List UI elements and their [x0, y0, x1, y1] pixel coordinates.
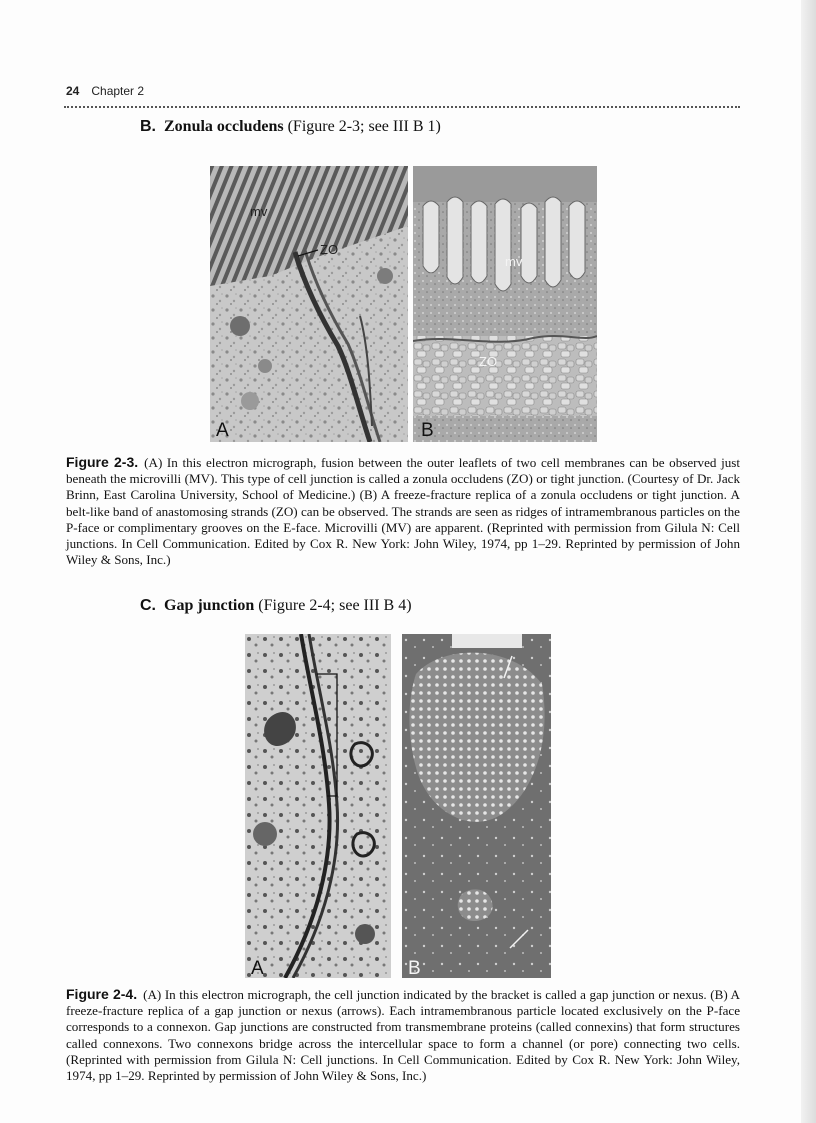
- figure-2-3-panel-a: [210, 166, 408, 442]
- figure-2-3-caption-label: Figure 2-3.: [66, 454, 139, 470]
- header-rule: [64, 106, 740, 108]
- scan-edge-shadow: [801, 0, 816, 1123]
- page-number: 24: [66, 84, 80, 98]
- figure-2-4-panel-a-label: A: [251, 958, 264, 978]
- section-b-letter: B.: [140, 118, 156, 135]
- figure-2-3-panel-b-label: B: [421, 420, 434, 441]
- panel-a-mv-label: mv: [250, 204, 268, 219]
- figure-2-3-caption-text: (A) In this electron micrograph, fusion between the outer leaflets of two cell membranes can be observed just beneath the microvilli (MV). This type of cell junction is called a zonula occludens (ZO) or tight junction. (Courtesy of Dr. Jack Brinn, East Carolina University, School of Medicine.) (B) A freeze-fracture replica of a zonula occludens or tight junction. A belt-like band of anastomosing strands (ZO) can be observed. The strands are seen as ridges of intramembranous particles on the P-face or complimentary grooves on the E-face. Microvilli (MV) are apparent. (Reprinted with permission from Gilula N: Cell junctions. In Cell Communication. Edited by Cox R. New York: John Wiley, 1974, pp 1–29. Reprinted by permission of John Wiley & Sons, Inc.): [66, 455, 740, 568]
- section-b-reference: (Figure 2-3; see III B 1): [283, 118, 441, 135]
- panel-b-mv-label: mv: [505, 254, 523, 269]
- figure-2-4-caption-text: (A) In this electron micrograph, the cell junction indicated by the bracket is called a gap junction or nexus. (B) A freeze-fracture replica of a gap junction or nexus (arrows). Each intramembranous particle located exclusively on the P-face corresponds to a connexon. Gap junctions are constructed from transmembrane proteins (called connexins) that form structures called connexons. Two connexons bridge across the intercellular space to form a channel (or pore) connecting two cells. (Reprinted with permission from Gilula N: Cell junctions. In Cell Communication. Edited by Cox R. New York: John Wiley, 1974, pp 1–29. Reprinted by permission of John Wiley & Sons, Inc.): [66, 987, 740, 1084]
- figure-2-4-panel-b: [402, 634, 551, 978]
- figure-2-3-panel-b: [413, 166, 597, 442]
- running-head: [66, 84, 144, 98]
- section-c-letter: C.: [140, 597, 156, 614]
- figure-2-3-panel-a-label: A: [216, 420, 229, 441]
- section-c-term: Gap junction: [164, 597, 255, 614]
- panel-b-zo-label: ZO: [479, 354, 498, 369]
- figure-2-4-panel-a: [245, 634, 391, 978]
- figure-2-4-caption-label: Figure 2-4.: [66, 986, 138, 1002]
- section-c-reference: (Figure 2-4; see III B 4): [254, 597, 412, 614]
- section-b-term: Zonula occludens: [164, 118, 284, 135]
- figure-2-4-panel-b-label: B: [408, 958, 421, 978]
- figure-2-3-caption: [66, 454, 740, 568]
- chapter-title: Chapter 2: [91, 84, 145, 98]
- panel-a-zo-label: ZO: [320, 242, 339, 257]
- figure-2-4-caption: [66, 986, 740, 1084]
- section-b-heading: [140, 118, 441, 136]
- section-c-heading: [140, 597, 412, 615]
